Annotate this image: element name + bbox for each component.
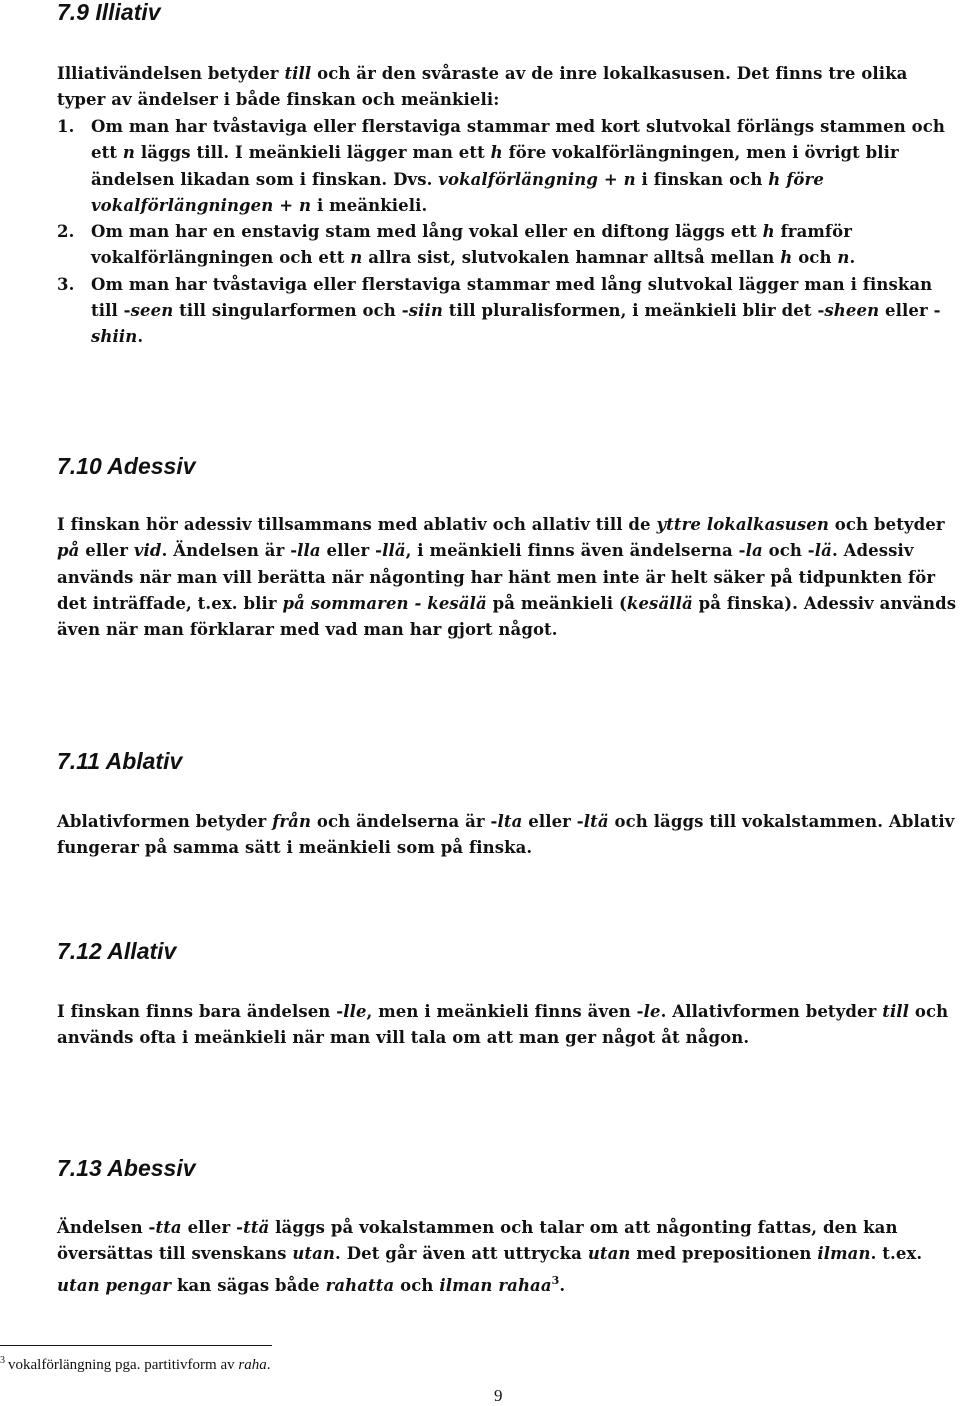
italic-term: till: [882, 1002, 910, 1021]
text-run: . Adessiv används när man vill berätta när någonting har hänt men inte är helt säker på tidpunkten för det inträffade, t.ex. blir: [57, 541, 936, 613]
italic-term: lta: [497, 812, 523, 831]
text-run: före vokalförlängningen, men i övrigt blir ändelsen likadan som i finskan. Dvs.: [91, 143, 899, 189]
italic-term: ilman: [817, 1244, 871, 1264]
italic-term: le: [643, 1002, 661, 1021]
footnote-separator: [0, 1345, 272, 1346]
text-run: och ändelserna är -: [311, 812, 498, 831]
text-run: .: [849, 248, 856, 268]
text-run: vokalförlängning pga. partitivform av: [8, 1357, 239, 1373]
text-run: och läggs till vokalstammen. Ablativ fungerar på samma sätt i meänkieli som på finska.: [57, 812, 955, 858]
italic-term: från: [272, 812, 312, 831]
text-run: Om man har en enstavig stam med lång vokal eller en diftong läggs ett: [91, 222, 763, 242]
list-item-number: 2.: [57, 222, 75, 242]
italic-term: på sommaren - kesälä: [282, 593, 487, 613]
footnote-text: [8, 1357, 270, 1373]
heading-abessiv: 7.13 Abessiv: [57, 1155, 196, 1181]
text-run: .: [559, 1275, 566, 1295]
heading-ablativ: 7.11 Ablativ: [57, 748, 183, 774]
italic-term: lla: [297, 541, 321, 561]
list-item: [57, 114, 957, 219]
text-run: I finskan hör adessiv tillsammans med ablativ och allativ till de: [57, 515, 657, 534]
italic-term: h före vokalförlängningen: [91, 169, 824, 215]
italic-term: yttre lokalkasusen: [656, 515, 829, 534]
text-run: läggs på vokalstammen och talar om att någonting fattas, den kan översättas till svenskans: [57, 1218, 898, 1264]
italic-term: h: [762, 222, 775, 242]
text-run: framför vokalförlängningen och ett: [91, 222, 853, 268]
text-run: och betyder: [828, 515, 945, 534]
text-run: och används ofta i meänkieli när man vill tala om att man ger något åt någon.: [57, 1002, 949, 1048]
text-run: på meänkieli (: [486, 593, 627, 613]
italic-term: llä: [382, 541, 406, 561]
paragraph-allativ: [57, 999, 957, 1052]
text-run: till pluralisformen, i meänkieli blir det -: [442, 301, 825, 321]
text-run: och -: [762, 541, 815, 561]
list-item-text: [91, 222, 855, 267]
italic-term: lä: [814, 541, 832, 561]
list-item-text: [91, 275, 941, 347]
text-run: eller -: [181, 1218, 244, 1237]
italic-term: på: [57, 541, 80, 561]
list-item-number: 3.: [57, 274, 75, 294]
text-run: på finska). Adessiv används även när man förklarar med vad man har gjort något.: [57, 593, 957, 640]
text-run: , i meänkieli finns även ändelserna -: [405, 541, 746, 561]
text-run: .: [137, 327, 144, 347]
text-run: till singularformen och -: [173, 301, 409, 321]
italic-term: vokalförlängning: [438, 169, 598, 189]
italic-term: rahatta: [325, 1275, 395, 1295]
italic-term: utan: [292, 1244, 336, 1264]
text-run: . Allativformen betyder: [660, 1002, 883, 1021]
italic-term: tta: [155, 1218, 182, 1237]
italic-term: sheen: [824, 301, 880, 321]
text-run: Om man har tvåstaviga eller flerstaviga stammar med kort slutvokal förlängs stammen och ett: [91, 117, 945, 163]
text-run: i meänkieli.: [311, 195, 428, 215]
footnote-number: 3: [0, 1355, 5, 1366]
heading-allativ: 7.12 Allativ: [57, 938, 177, 964]
footnote-reference: 3: [551, 1273, 560, 1287]
italic-term: n: [299, 195, 312, 215]
illiativ-list: [57, 114, 957, 351]
italic-term: lle: [343, 1002, 367, 1021]
text-run: . t.ex.: [870, 1244, 923, 1264]
text-run: eller -: [879, 301, 941, 321]
text-run: läggs till. I meänkieli lägger man ett: [135, 143, 491, 163]
italic-term: h: [780, 248, 793, 268]
list-item: [57, 219, 957, 272]
text-run: I finskan finns bara ändelsen -: [57, 1002, 344, 1021]
paragraph-ablativ: [57, 809, 957, 862]
text-run: och: [394, 1275, 440, 1295]
italic-term: n: [837, 248, 850, 268]
paragraph-abessiv: [57, 1215, 957, 1299]
text-run: , men i meänkieli finns även -: [366, 1002, 644, 1021]
text-run: Illiativändelsen betyder: [57, 64, 285, 83]
paragraph-illiativ-intro: [57, 61, 957, 114]
text-run: eller -: [522, 812, 584, 831]
text-run: Ändelsen -: [57, 1218, 156, 1237]
list-item-number: 1.: [57, 117, 75, 136]
heading-adessiv: 7.10 Adessiv: [57, 453, 196, 479]
italic-term: n: [350, 248, 363, 268]
text-run: Om man har tvåstaviga eller flerstaviga stammar med lång slutvokal lägger man i finskan till -: [91, 274, 933, 321]
italic-term: ilman rahaa: [439, 1275, 552, 1295]
list-item-text: [91, 117, 945, 215]
text-run: med prepositionen: [630, 1244, 818, 1264]
italic-term: n: [623, 169, 636, 189]
text-run: . Ändelsen är -: [161, 541, 298, 561]
text-run: eller: [79, 541, 134, 561]
italic-term: h: [490, 143, 503, 163]
text-run: i finskan och: [635, 169, 769, 189]
text-run: och är den svåraste av de inre lokalkasusen. Det finns tre olika typer av ändelser i både finskan och meänkieli:: [57, 64, 908, 110]
italic-term: ttä: [243, 1218, 270, 1237]
text-run: Ablativformen betyder: [57, 812, 273, 831]
text-run: eller -: [320, 541, 383, 561]
heading-illiativ: 7.9 Illiativ: [57, 0, 161, 25]
paragraph-adessiv: [57, 512, 957, 643]
italic-term: ltä: [583, 812, 609, 831]
italic-term: shiin: [91, 327, 138, 347]
text-run: .: [266, 1357, 271, 1373]
italic-term: utan pengar: [57, 1275, 172, 1295]
italic-term: n: [122, 143, 135, 163]
italic-term: utan: [587, 1244, 631, 1264]
italic-term: seen: [130, 301, 174, 321]
italic-term: vid: [133, 541, 162, 561]
text-run: och: [792, 248, 838, 268]
text-run: kan sägas både: [171, 1275, 326, 1295]
footnote: [0, 1352, 270, 1374]
italic-term: kesällä: [626, 593, 693, 613]
text-run: . Det går även att uttrycka: [335, 1244, 588, 1264]
page-number: 9: [494, 1386, 503, 1405]
text-run: +: [273, 195, 299, 215]
italic-term: till: [284, 64, 312, 83]
text-run: allra sist, slutvokalen hamnar alltså mellan: [362, 248, 781, 268]
italic-term: la: [745, 541, 763, 561]
italic-term: raha: [238, 1357, 267, 1373]
italic-term: siin: [408, 301, 443, 321]
text-run: +: [597, 169, 624, 189]
list-item: [57, 272, 957, 351]
